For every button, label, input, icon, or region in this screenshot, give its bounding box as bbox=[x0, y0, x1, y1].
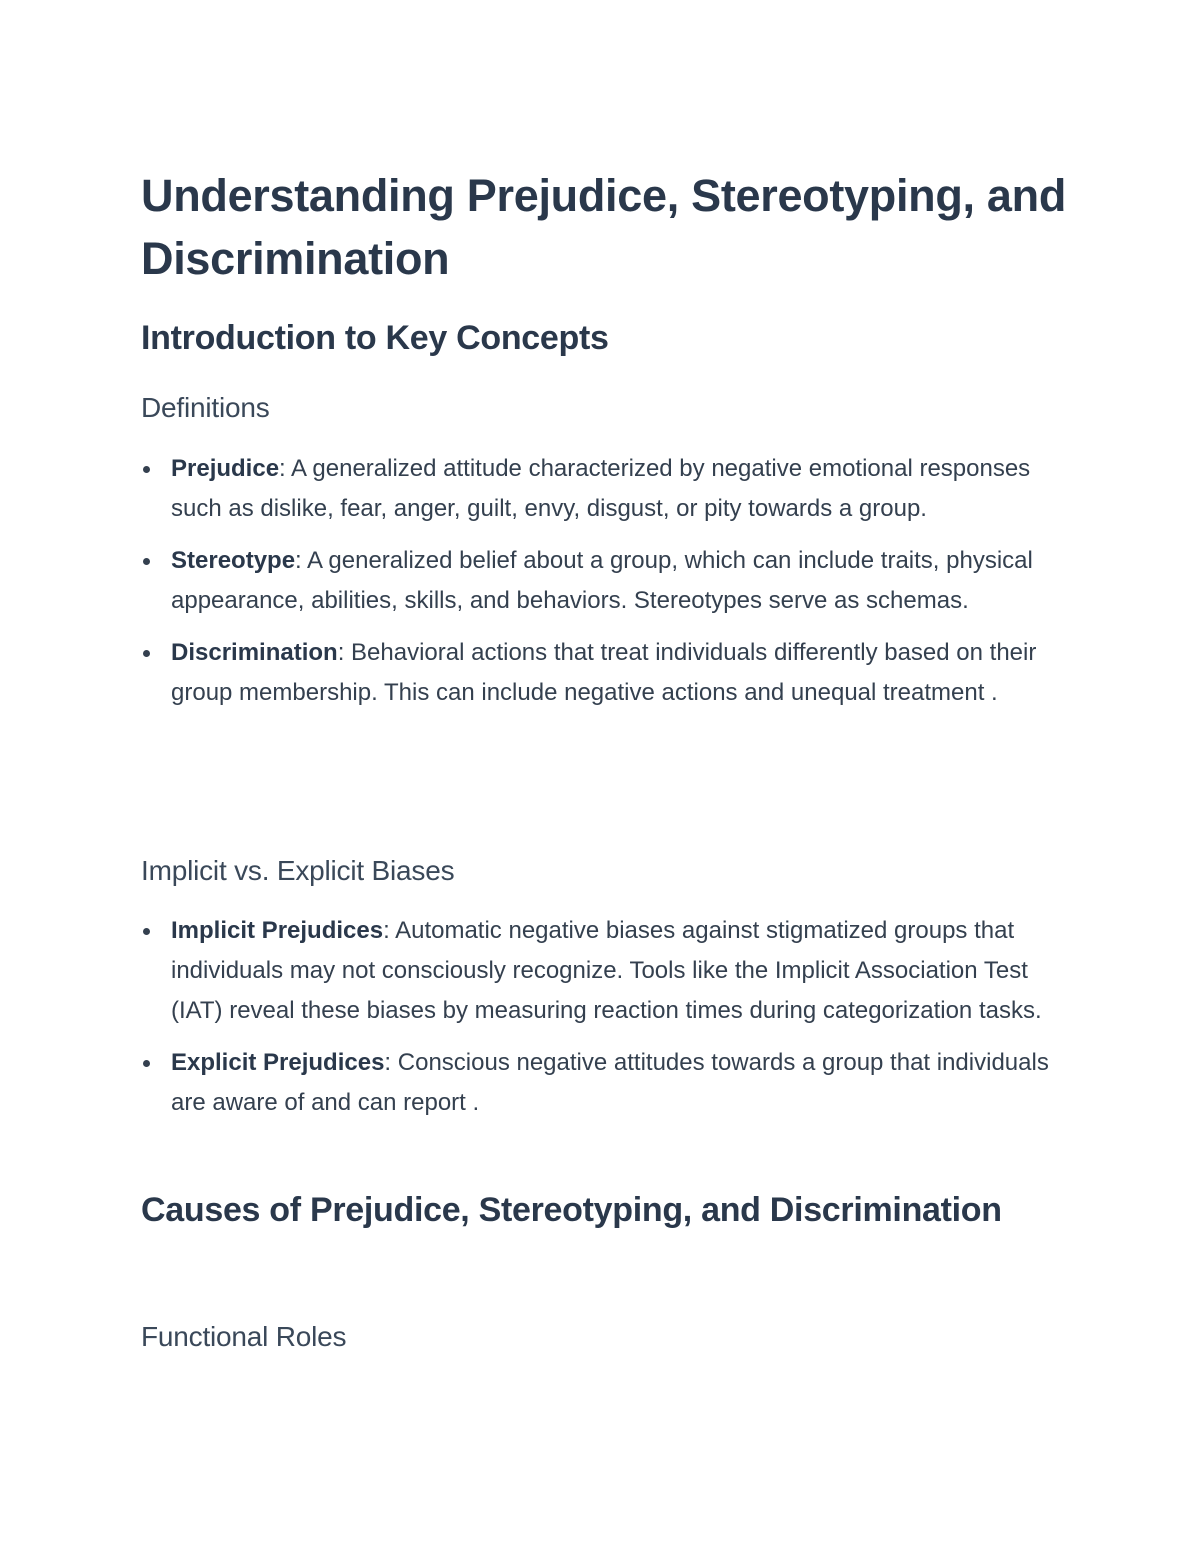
definition-explicit: : Conscious negative attitudes towards a group that individuals are aware of and can report . bbox=[171, 1049, 1049, 1116]
list-item-discrimination bbox=[141, 633, 1071, 713]
list-item-prejudice bbox=[141, 449, 1071, 529]
list-item-explicit bbox=[141, 1043, 1071, 1123]
page-title: Understanding Prejudice, Stereotyping, and Discrimination bbox=[141, 170, 1067, 284]
definition-discrimination: : Behavioral actions that treat individuals differently based on their group membership. This can include negative actions and unequal treatment . bbox=[171, 639, 1037, 706]
definition-prejudice: : A generalized attitude characterized by negative emotional responses such as dislike, fear, anger, guilt, envy, disgust, or pity towards a group. bbox=[171, 455, 1031, 522]
term-explicit: Explicit Prejudices bbox=[171, 1049, 385, 1076]
term-stereotype: Stereotype bbox=[171, 547, 296, 574]
definition-stereotype: : A generalized belief about a group, which can include traits, physical appearance, abilities, skills, and behaviors. Stereotypes serve as schemas. bbox=[171, 547, 1033, 614]
term-implicit: Implicit Prejudices bbox=[171, 917, 384, 944]
list-item-stereotype bbox=[141, 541, 1071, 621]
biases-list bbox=[141, 911, 1071, 1135]
term-discrimination: Discrimination bbox=[171, 639, 338, 666]
subsection-heading-definitions: Definitions bbox=[141, 392, 270, 423]
subsection-heading-biases: Implicit vs. Explicit Biases bbox=[141, 855, 455, 886]
document-page bbox=[141, 0, 1071, 1553]
bullet-icon bbox=[143, 1060, 150, 1067]
definition-implicit: : Automatic negative biases against stigmatized groups that individuals may not consciously recognize. Tools like the Implicit Association Test (IAT) reveal these biases by measuring reaction times during categorization tasks. bbox=[171, 917, 1042, 1024]
section-heading-causes: Causes of Prejudice, Stereotyping, and Discrimination bbox=[141, 1191, 1002, 1229]
list-item-implicit bbox=[141, 911, 1071, 1031]
bullet-icon bbox=[143, 650, 150, 657]
term-prejudice: Prejudice bbox=[171, 455, 280, 482]
bullet-icon bbox=[143, 466, 150, 473]
definitions-list bbox=[141, 449, 1071, 725]
bullet-icon bbox=[143, 558, 150, 565]
subsection-heading-functional-roles: Functional Roles bbox=[141, 1321, 347, 1352]
bullet-icon bbox=[143, 928, 150, 935]
section-heading-intro: Introduction to Key Concepts bbox=[141, 319, 609, 357]
